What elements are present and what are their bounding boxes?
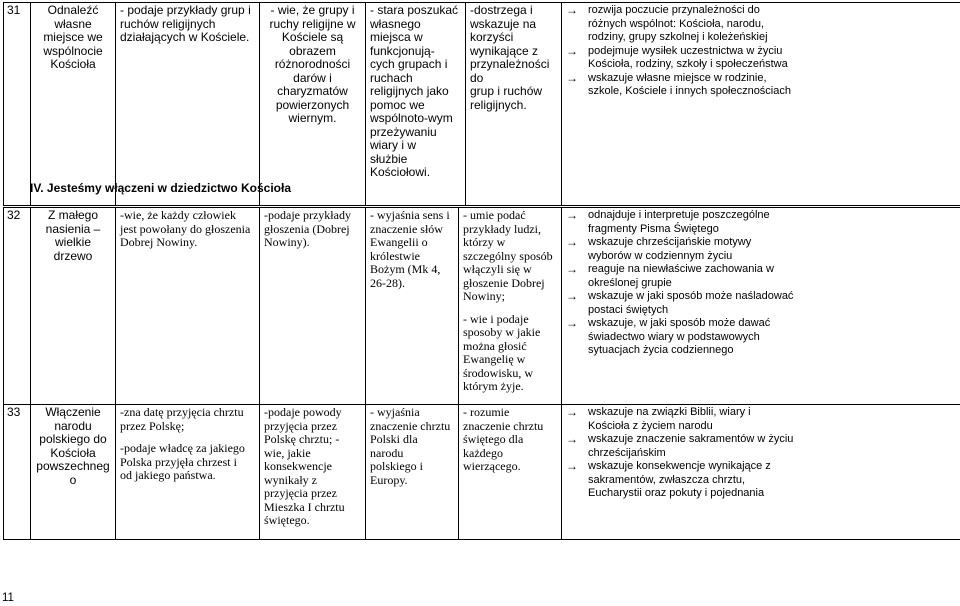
cell-line: znaczenie chrztu [463, 418, 544, 433]
cell-line: Europy. [370, 472, 408, 487]
row-number: 32 [4, 208, 31, 405]
competence-line: wskazuje własne miejsce w rodzinie, [588, 71, 767, 84]
arrow-right-icon: → [566, 262, 578, 276]
competence-line: określonej grupie [588, 276, 672, 289]
cell-line: -podaje przykłady [264, 208, 351, 222]
competence-line: szkole, Kościele i innych społecznościach [588, 85, 791, 97]
competence-line: różnych wspólnot: Kościoła, narodu, [588, 17, 765, 30]
competence-item [566, 433, 956, 460]
cell-line: funkcjonują- [370, 43, 435, 58]
cell-line: ruchy religijne w [269, 16, 356, 31]
requirements-extended [260, 208, 366, 405]
competences [562, 405, 960, 540]
cell-line: Kościele są [281, 30, 344, 44]
competence-line: fragmenty Pisma Świętego [588, 222, 719, 235]
cell-line: przyjęcia przez [264, 418, 337, 433]
cell-line: narodu [370, 445, 404, 460]
cell-line: znaczenie słów [370, 221, 443, 236]
competence-line: wyborów w codziennym życiu [588, 249, 733, 262]
requirements-basic [116, 405, 260, 540]
competence-line: wskazuje w jaki sposób może naśladować [588, 290, 794, 302]
cell-line: - stara poszukać [370, 3, 459, 17]
cell-line: jest powołany do głoszenia [120, 221, 251, 236]
cell-line: o [69, 472, 77, 487]
competence-line: odnajduje i interpretuje poszczególne [588, 209, 770, 221]
page-number: 11 [2, 592, 14, 604]
section-title: Jesteśmy włączeni w dziedzictwo Kościoła [46, 181, 292, 195]
competence-list [566, 406, 956, 501]
competence-item [566, 72, 956, 99]
cell-line: grup i ruchów [470, 84, 543, 98]
requirements-basic [116, 208, 260, 405]
cell-line: można głosić [463, 338, 527, 353]
competence-line: wskazuje na związki Biblii, wiary i [588, 406, 751, 418]
arrow-right-icon: → [566, 43, 578, 58]
cell-line: Kościołowi. [370, 165, 431, 179]
cell-line: przez Polskę; [120, 418, 185, 433]
cell-line: Kościoła [50, 57, 96, 71]
cell-line: głoszenia (Dobrej [264, 221, 350, 236]
cell-line: Dobrej Nowiny. [120, 235, 198, 249]
requirements-advanced [366, 405, 459, 540]
cell-line: ruchach [370, 70, 413, 85]
cell-line: Ewangelię w [463, 352, 526, 366]
requirements-excellent [466, 3, 562, 206]
section-numeral: IV. [30, 181, 44, 195]
competence-line: Kościoła z życiem narodu [588, 419, 713, 432]
cell-line: polskiego i [370, 459, 423, 473]
cell-line: Mieszka I chrztu [264, 499, 345, 514]
cell-line: - wie i podaje [463, 311, 529, 326]
cell-line: środowisku, w [463, 365, 534, 380]
cell-line: wspólnoto-wym [370, 111, 453, 125]
cell-line: miejsca w [370, 30, 423, 44]
cell-line: wierzącego. [463, 459, 521, 473]
requirements-basic [116, 3, 260, 206]
section-heading [30, 181, 291, 195]
competence-line: wskazuje konsekwencje wynikające z [588, 460, 771, 472]
cell-line: obrazem [289, 43, 336, 58]
competence-line: Eucharystii oraz pokuty i pojednania [588, 487, 765, 499]
arrow-right-icon: → [566, 70, 578, 85]
competence-line: rozwija poczucie przynależności do [588, 4, 760, 16]
competence-line: sytuacjach życia codziennego [588, 344, 734, 356]
lesson-topic [31, 208, 116, 405]
cell-line: służbie [370, 151, 408, 166]
cell-line: konsekwencje [264, 459, 332, 473]
cell-line: królestwie [370, 248, 420, 263]
cell-line: wielkie [54, 235, 91, 249]
competence-item [566, 460, 956, 501]
cell-line: wskazuje na [470, 16, 537, 31]
lesson-topic [31, 405, 116, 540]
cell-line: Nowiny; [463, 289, 505, 303]
cell-line: różnorodności [274, 57, 351, 71]
competence-item [566, 290, 956, 317]
competence-item [566, 406, 956, 433]
cell-line: od jakiego państwa. [120, 468, 216, 482]
requirements-advanced [366, 3, 466, 206]
competences [562, 3, 960, 206]
competence-list [566, 209, 956, 358]
cell-line: Odnaleźć [47, 3, 99, 17]
competence-item [566, 263, 956, 290]
cell-line: 26-28). [370, 275, 405, 290]
cell-line: korzyści [470, 30, 514, 44]
requirements-excellent [459, 405, 562, 540]
cell-line: drzewo [53, 248, 93, 263]
competence-item [566, 209, 956, 236]
competence-line: postaci świętych [588, 303, 669, 316]
cell-line: -wie, że każdy człowiek [120, 208, 236, 222]
arrow-right-icon: → [566, 208, 578, 222]
competence-line: sakramentów, zwłaszcza chrztu, [588, 473, 746, 486]
arrow-right-icon: → [566, 405, 578, 419]
cell-line: -zna datę przyjęcia chrztu [120, 405, 244, 419]
requirements-extended [260, 3, 366, 206]
cell-line: przeżywaniu [370, 124, 437, 139]
cell-line: polskiego do [39, 432, 107, 446]
competences [562, 208, 960, 405]
cell-line: - umie podać [463, 208, 526, 222]
cell-line: powszechneg [36, 459, 110, 473]
cell-line: Polskę chrztu; - [264, 432, 340, 446]
cell-line: wiary i w [370, 138, 417, 152]
lesson-topic [31, 3, 116, 206]
competence-line: świadectwo wiary w podstawowych [588, 330, 760, 343]
cell-line: wiernym. [288, 111, 337, 125]
cell-line: Nowiny). [264, 235, 310, 249]
competence-item [566, 45, 956, 72]
cell-line: wynikające z [470, 43, 539, 58]
arrow-right-icon: → [566, 235, 578, 249]
cell-line: przyjęcia przez [264, 486, 337, 500]
competence-line: wskazuje znaczenie sakramentów w życiu [588, 433, 794, 445]
requirements-advanced [366, 208, 459, 405]
cell-line: Polski dla [370, 432, 418, 446]
arrow-right-icon: → [566, 432, 578, 446]
cell-line: Polska przyjęła chrzest i [120, 454, 237, 469]
cell-line: Z małego [47, 208, 99, 222]
competence-line: reaguje na niewłaściwe zachowania w [588, 263, 774, 275]
table-row-31 [4, 3, 960, 206]
cell-line: przynależności do [470, 57, 550, 85]
cell-line: działających w Kościele. [120, 30, 250, 44]
competence-item [566, 4, 956, 45]
arrow-right-icon: → [566, 459, 578, 473]
cell-line: -podaje powody [264, 405, 342, 419]
cell-line: nasienia – [45, 221, 101, 236]
cell-line: - wie, że grupy i [270, 3, 355, 17]
requirements-extended [260, 405, 366, 540]
competence-line: chrześcijańskim [588, 446, 666, 459]
arrow-right-icon: → [566, 289, 578, 303]
cell-line: wie, jakie [264, 445, 311, 460]
lesson-table-bottom [3, 207, 960, 540]
cell-line: którzy w [463, 235, 506, 249]
cell-line: charyzmatów [277, 84, 348, 98]
cell-line: Włączenie [45, 405, 101, 419]
competence-line: wskazuje, w jaki sposób może dawać [588, 317, 771, 329]
table-row-32 [4, 208, 960, 405]
cell-line: - podaje przykłady grup i [120, 3, 251, 17]
cell-line: miejsce we [43, 30, 103, 44]
cell-line: przykłady ludzi, [463, 221, 541, 236]
cell-line: narodu [54, 418, 92, 433]
row-number: 33 [4, 405, 31, 540]
cell-line: znaczenie chrztu [370, 418, 451, 433]
cell-line: Ewangelii o [370, 235, 428, 249]
cell-line: świętego dla [463, 432, 524, 446]
competence-line: podejmuje wysiłek uczestnictwa w życiu [588, 44, 783, 57]
cell-line: sposoby w jakie [463, 325, 541, 339]
table-row-33 [4, 405, 960, 540]
cell-line: Kościoła [50, 445, 96, 460]
cell-line: - wyjaśnia [370, 405, 420, 419]
arrow-right-icon: → [566, 3, 578, 17]
competence-line: wskazuje chrześcijańskie motywy [588, 236, 752, 248]
cell-line: wspólnocie [43, 43, 103, 58]
cell-line: wynikały z [264, 472, 317, 487]
cell-line: cych grupach i [370, 57, 448, 71]
lesson-table-top [3, 2, 960, 206]
cell-line: -podaje władcę za jakiego [120, 441, 245, 455]
arrow-right-icon: → [566, 316, 578, 330]
cell-line: pomoc we [370, 97, 425, 112]
cell-line: ruchów religijnych [120, 16, 216, 31]
competence-line: Kościoła, rodziny, szkoły i społeczeństwa [588, 58, 788, 70]
cell-line: własne [54, 16, 92, 31]
cell-line: powierzonych [275, 97, 350, 112]
cell-line: darów i [293, 70, 332, 85]
competence-item [566, 317, 956, 358]
cell-line: własnego [370, 16, 421, 31]
row-number: 31 [4, 3, 31, 206]
cell-line: którym żyje. [463, 379, 524, 393]
competence-list [566, 4, 956, 99]
cell-line: religijnych jako [370, 84, 449, 98]
competence-line: rodziny, grupy szkolnej i koleżeńskiej [588, 31, 768, 43]
cell-line: każdego [463, 445, 503, 460]
cell-line: -dostrzega i [470, 3, 533, 17]
cell-line: - wyjaśnia sens i [370, 208, 450, 222]
cell-line: świętego. [264, 513, 310, 527]
cell-line: - rozumie [463, 405, 510, 419]
cell-line: religijnych. [470, 97, 527, 112]
cell-line: głoszenie Dobrej [463, 275, 545, 290]
cell-line: szczególny sposób [463, 248, 553, 263]
cell-line: Bożym (Mk 4, [370, 262, 441, 276]
cell-line: włączyli się w [463, 262, 532, 276]
requirements-excellent [459, 208, 562, 405]
competence-item [566, 236, 956, 263]
